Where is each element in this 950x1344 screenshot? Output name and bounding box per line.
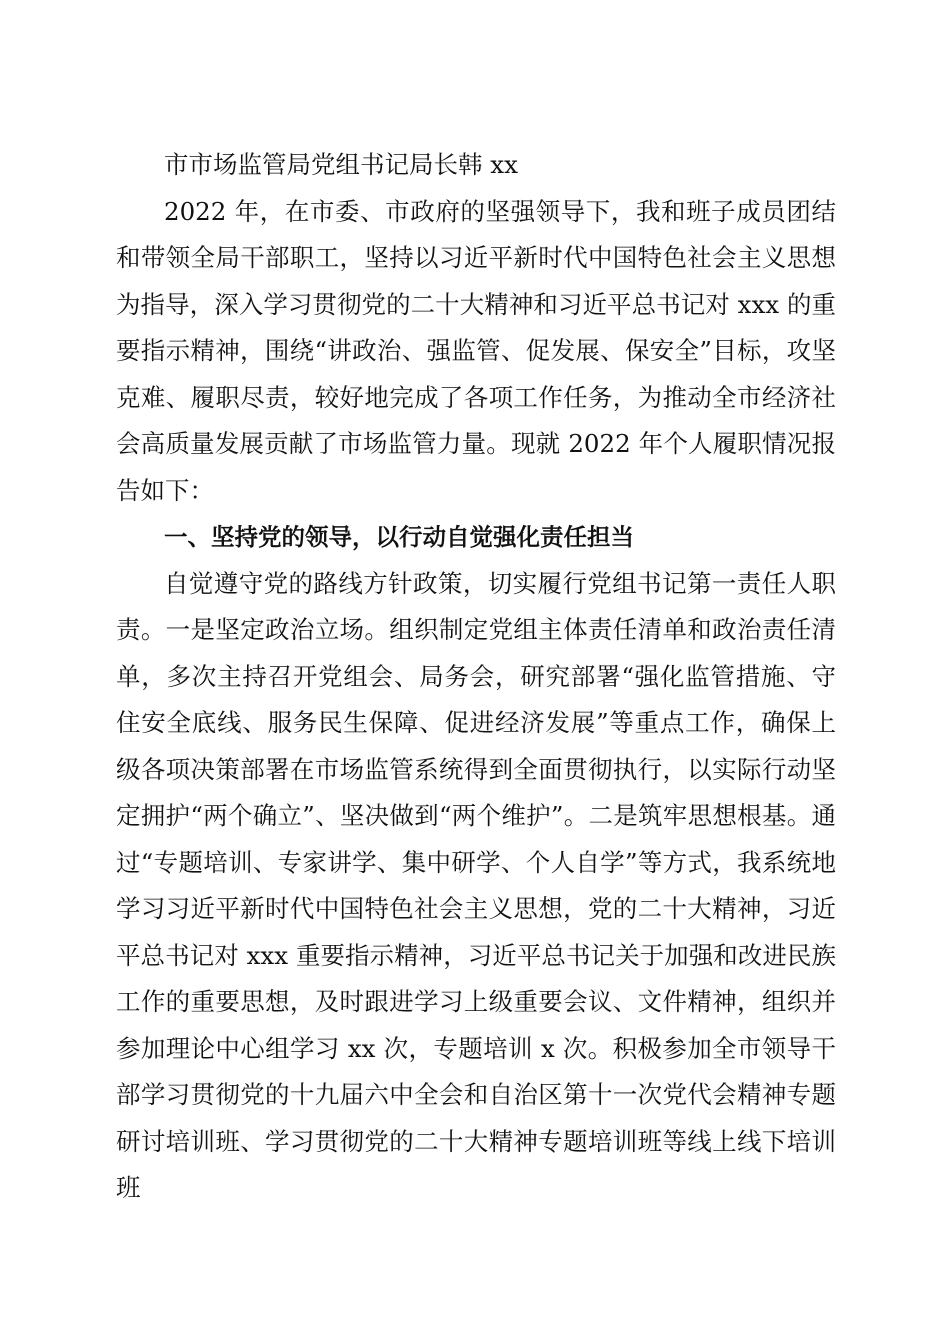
section-paragraph: 自觉遵守党的路线方针政策，切实履行党组书记第一责任人职责。一是坚定政治立场。组织制定党组主体责任清单和政治责任清单，多次主持召开党组会、局务会，研究部署“强化监管措施、守住安全底线、服务民生保障、促进经济发展”等重点工作，确保上级各项决策部署在市场监管系统得到全面贯彻执行，以实际行动坚定拥护“两个确立”、坚决做到“两个维护”。二是筑牢思想根基。通过“专题培训、专家讲学、集中研学、个人自学”等方式，我系统地学习习近平新时代中国特色社会主义思想，党的二十大精神，习近平总书记对 xxx 重要指示精神，习近平总书记关于加强和改进民族工作的重要思想，及时跟进学习上级重要会议、文件精神，组织并参加理论中心组学习 xx 次，专题培训 x 次。积极参加全市领导干部学习贯彻党的十九届六中全会和自治区第十一次党代会精神专题研讨培训班、学习贯彻党的二十大精神专题培训班等线上线下培训班 (116, 568, 836, 1202)
document-body (116, 142, 836, 1212)
author-line: 市市场监管局党组书记局长韩 xx (164, 150, 518, 179)
section-heading: 一、坚持党的领导，以行动自觉强化责任担当 (164, 523, 634, 551)
intro-paragraph: 2022 年，在市委、市政府的坚强领导下，我和班子成员团结和带领全局干部职工，坚持以习近平新时代中国特色社会主义思想为指导，深入学习贯彻党的二十大精神和习近平总书记对 xxx 的重要指示精神，围绕“讲政治、强监管、促发展、保安全”目标，攻坚克难、履职尽责，较好地完成了各项工作任务，为推动全市经济社会高质量发展贡献了市场监管力量。现就 2022 年个人履职情况报告如下： (116, 196, 836, 505)
